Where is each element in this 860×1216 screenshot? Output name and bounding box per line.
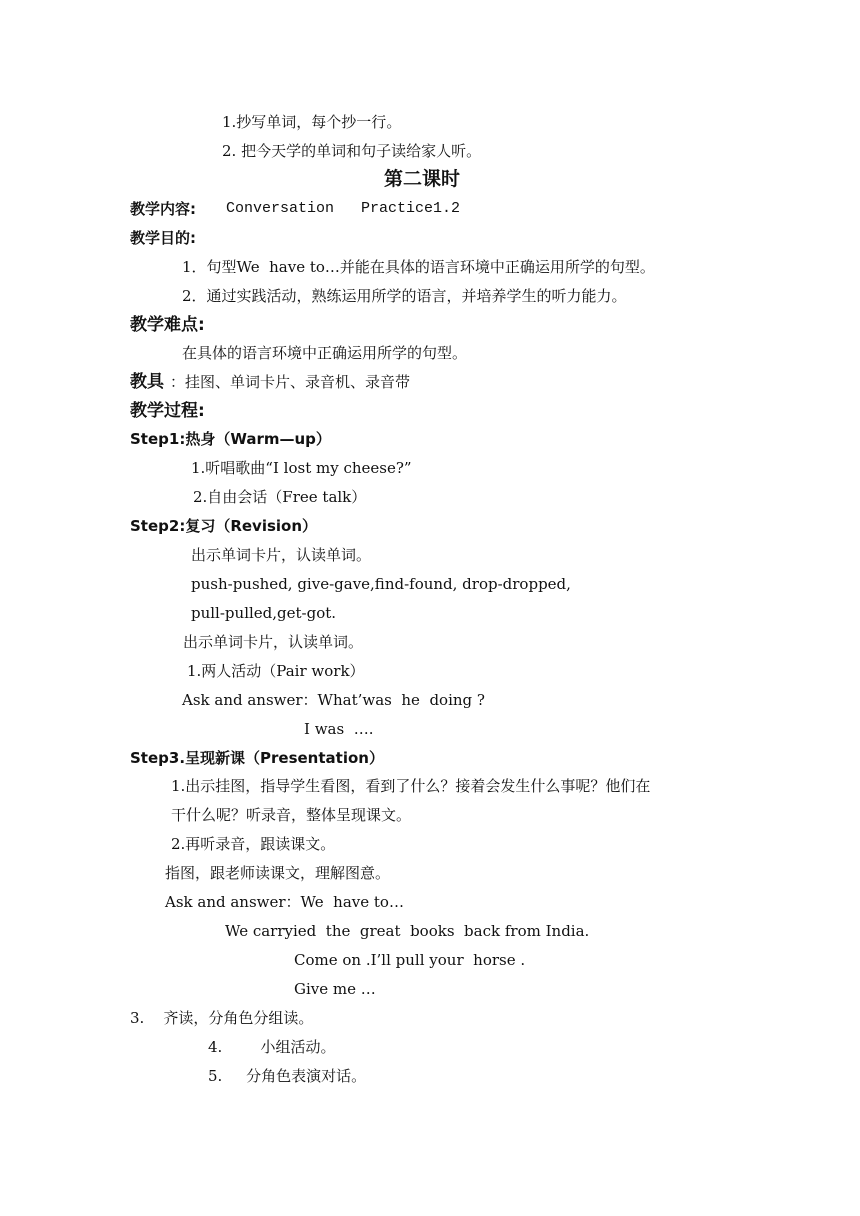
step2-line-1: 出示单词卡片，认读单词。 <box>191 546 372 564</box>
step2-line-3: pull-pulled,get-got. <box>191 604 337 622</box>
objective-item-1: 1．句型We have to…并能在具体的语言环境中正确运用所学的句型。 <box>182 258 655 276</box>
process-label: 教学过程: <box>130 401 205 421</box>
step3-line-5: Ask and answer：We have to… <box>165 893 404 911</box>
step2-line-7: I was …. <box>304 720 374 738</box>
aids-label: 教具 <box>130 372 164 392</box>
step3-line-11: 5. 分角色表演对话。 <box>208 1067 367 1085</box>
step3-line-6: We carryied the great books back from India. <box>225 922 590 940</box>
homework-item-1: 1.抄写单词，每个抄一行。 <box>222 113 402 131</box>
difficulty-label: 教学难点: <box>130 315 205 335</box>
step3-line-3: 2.再听录音，跟读课文。 <box>171 835 336 853</box>
content-label: 教学内容: <box>130 200 196 218</box>
step3-line-8: Give me … <box>294 980 376 998</box>
objective-item-2: 2．通过实践活动，熟练运用所学的语言，并培养学生的听力能力。 <box>182 287 627 305</box>
objectives-label: 教学目的: <box>130 229 196 247</box>
step2-line-6: Ask and answer：What’was he doing ? <box>182 691 485 709</box>
aids-text: ：挂图、单词卡片、录音机、录音带 <box>170 373 411 391</box>
homework-item-2: 2. 把今天学的单词和句子读给家人听。 <box>222 142 482 160</box>
content-value: Conversation Practice1.2 <box>226 200 461 217</box>
step2-line-5: 1.两人活动（Pair work） <box>187 662 365 680</box>
step3-line-7: Come on .I’ll pull your horse . <box>294 951 526 969</box>
step3-line-9: 3. 齐读，分角色分组读。 <box>130 1009 314 1027</box>
step2-line-4: 出示单词卡片，认读单词。 <box>183 633 364 651</box>
step3-line-4: 指图，跟老师读课文，理解图意。 <box>165 864 391 882</box>
step1-item-1: 1.听唱歌曲“I lost my cheese?” <box>191 459 412 477</box>
step3-heading: Step3.呈现新课（Presentation） <box>130 749 384 767</box>
step1-heading: Step1:热身（Warm—up） <box>130 430 331 448</box>
step3-line-1: 1.出示挂图，指导学生看图，看到了什么？接着会发生什么事呢？他们在 <box>171 777 651 795</box>
step2-heading: Step2:复习（Revision） <box>130 517 318 535</box>
step1-item-2: 2.自由会话（Free talk） <box>193 488 367 506</box>
step2-line-2: push-pushed, give-gave,find-found, drop-dropped, <box>191 575 571 593</box>
difficulty-text: 在具体的语言环境中正确运用所学的句型。 <box>182 344 468 362</box>
step3-line-10: 4. 小组活动。 <box>208 1038 336 1056</box>
step3-line-2: 干什么呢？听录音，整体呈现课文。 <box>171 806 412 824</box>
lesson-title: 第二课时 <box>384 168 461 190</box>
